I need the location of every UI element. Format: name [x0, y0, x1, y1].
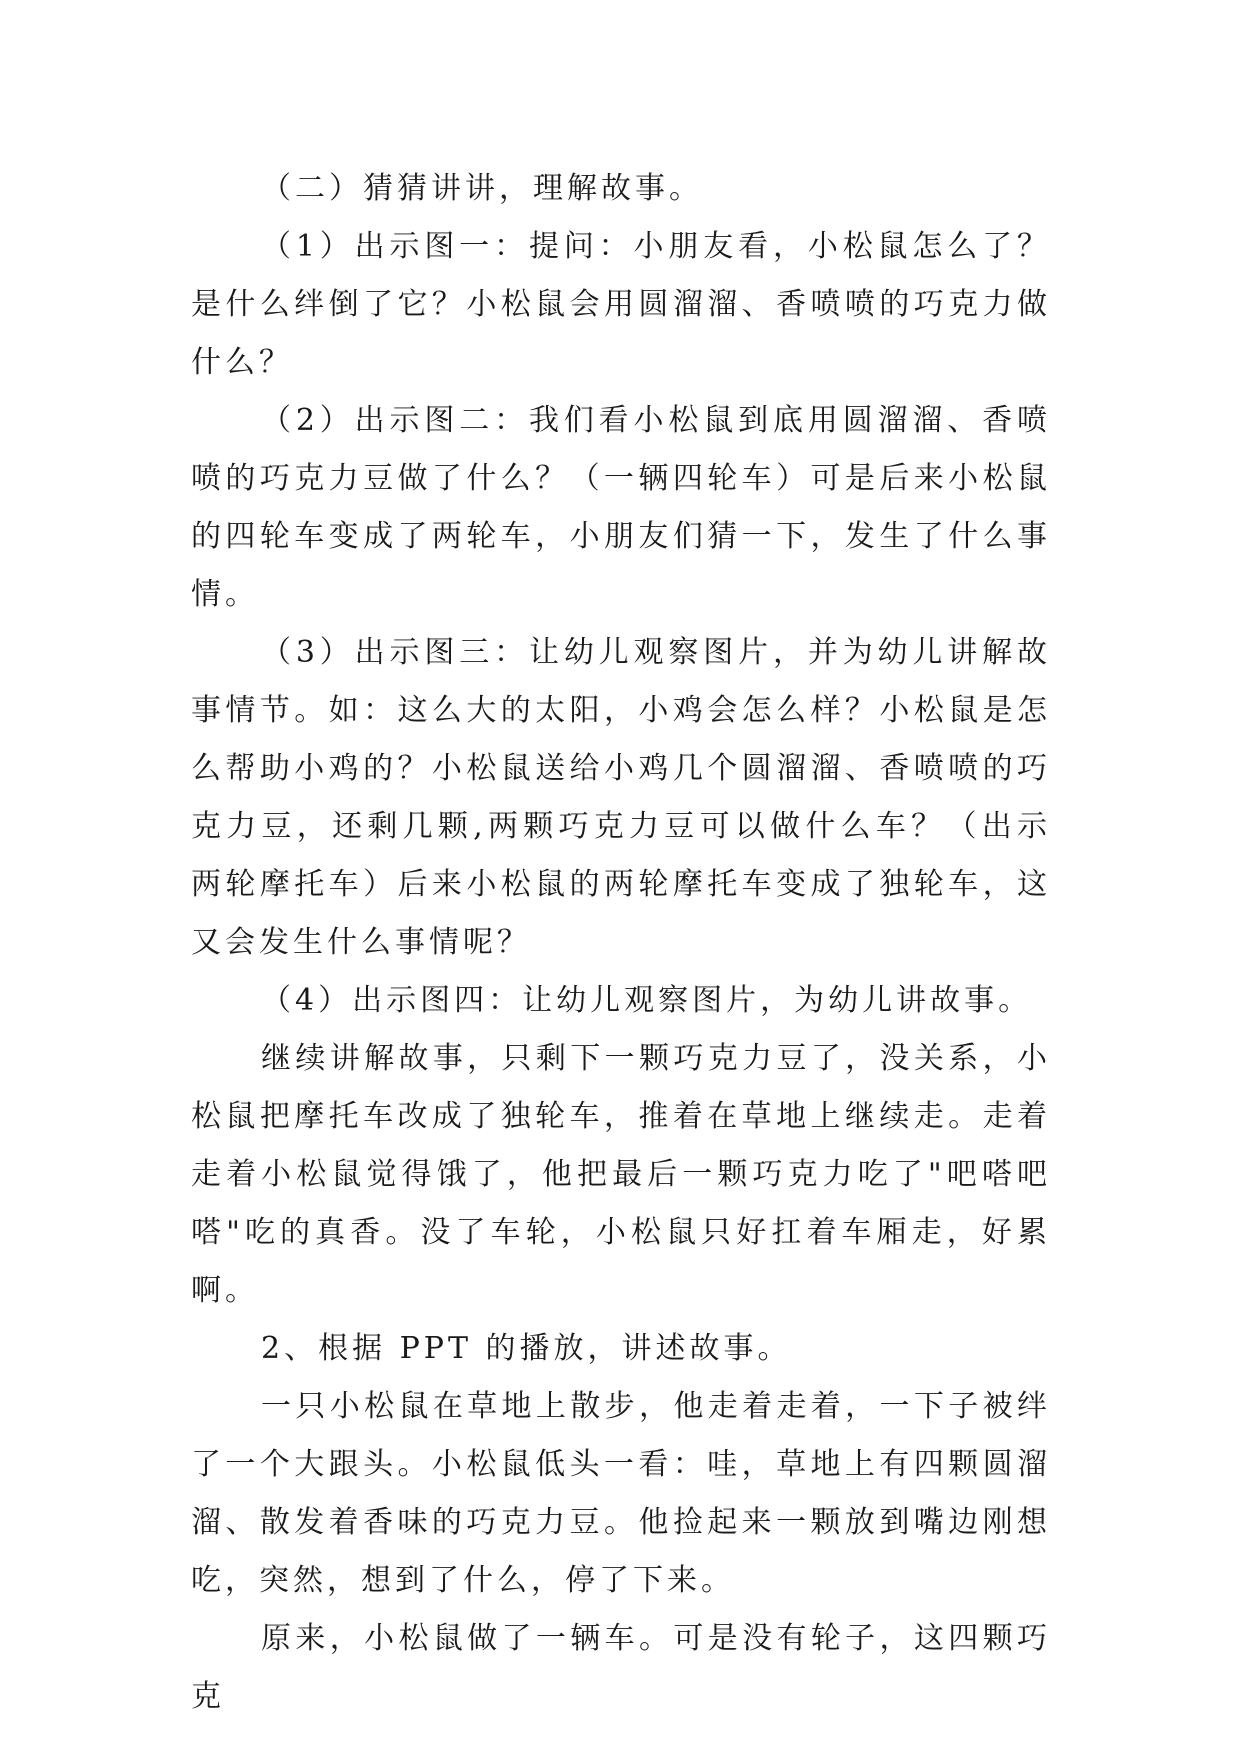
paragraph-ppt-heading: 2、根据 PPT 的播放，讲述故事。: [261, 1331, 792, 1366]
paragraph-step-3: （3）出示图三：让幼儿观察图片，并为幼儿讲解故事情节。如：这么大的太阳，小鸡会怎么样？小松鼠是怎么帮助小鸡的？小松鼠送给小鸡几个圆溜溜、香喷喷的巧克力豆，还剩几颗,两颗巧克力豆可以做什么车？（出示两轮摩托车）后来小松鼠的两轮摩托车变成了独轮车，这又会发生什么事情呢？: [191, 635, 1051, 960]
document-body: [191, 160, 1051, 1726]
paragraph-story-continue: 继续讲解故事，只剩下一颗巧克力豆了，没关系，小松鼠把摩托车改成了独轮车，推着在草地上继续走。走着走着小松鼠觉得饿了，他把最后一颗巧克力吃了"吧嗒吧嗒"吃的真香。没了车轮，小松鼠只好扛着车厢走，好累啊。: [191, 1041, 1051, 1308]
paragraph-story-start: 一只小松鼠在草地上散步，他走着走着，一下子被绊了一个大跟头。小松鼠低头一看：哇，草地上有四颗圆溜溜、散发着香味的巧克力豆。他捡起来一颗放到嘴边刚想吃，突然，想到了什么，停了下来。: [191, 1389, 1051, 1598]
paragraph-step-4: （4）出示图四：让幼儿观察图片，为幼儿讲故事。: [261, 983, 1033, 1018]
paragraph-section-heading: （二）猜猜讲讲，理解故事。: [261, 171, 703, 206]
paragraph-step-2: （2）出示图二：我们看小松鼠到底用圆溜溜、香喷喷的巧克力豆做了什么？（一辆四轮车）可是后来小松鼠的四轮车变成了两轮车，小朋友们猜一下，发生了什么事情。: [191, 403, 1051, 612]
paragraph-story-next: 原来，小松鼠做了一辆车。可是没有轮子，这四颗巧克: [191, 1621, 1051, 1714]
paragraph-step-1: （1）出示图一：提问：小朋友看，小松鼠怎么了？是什么绊倒了它？小松鼠会用圆溜溜、香喷喷的巧克力做什么？: [191, 229, 1051, 380]
